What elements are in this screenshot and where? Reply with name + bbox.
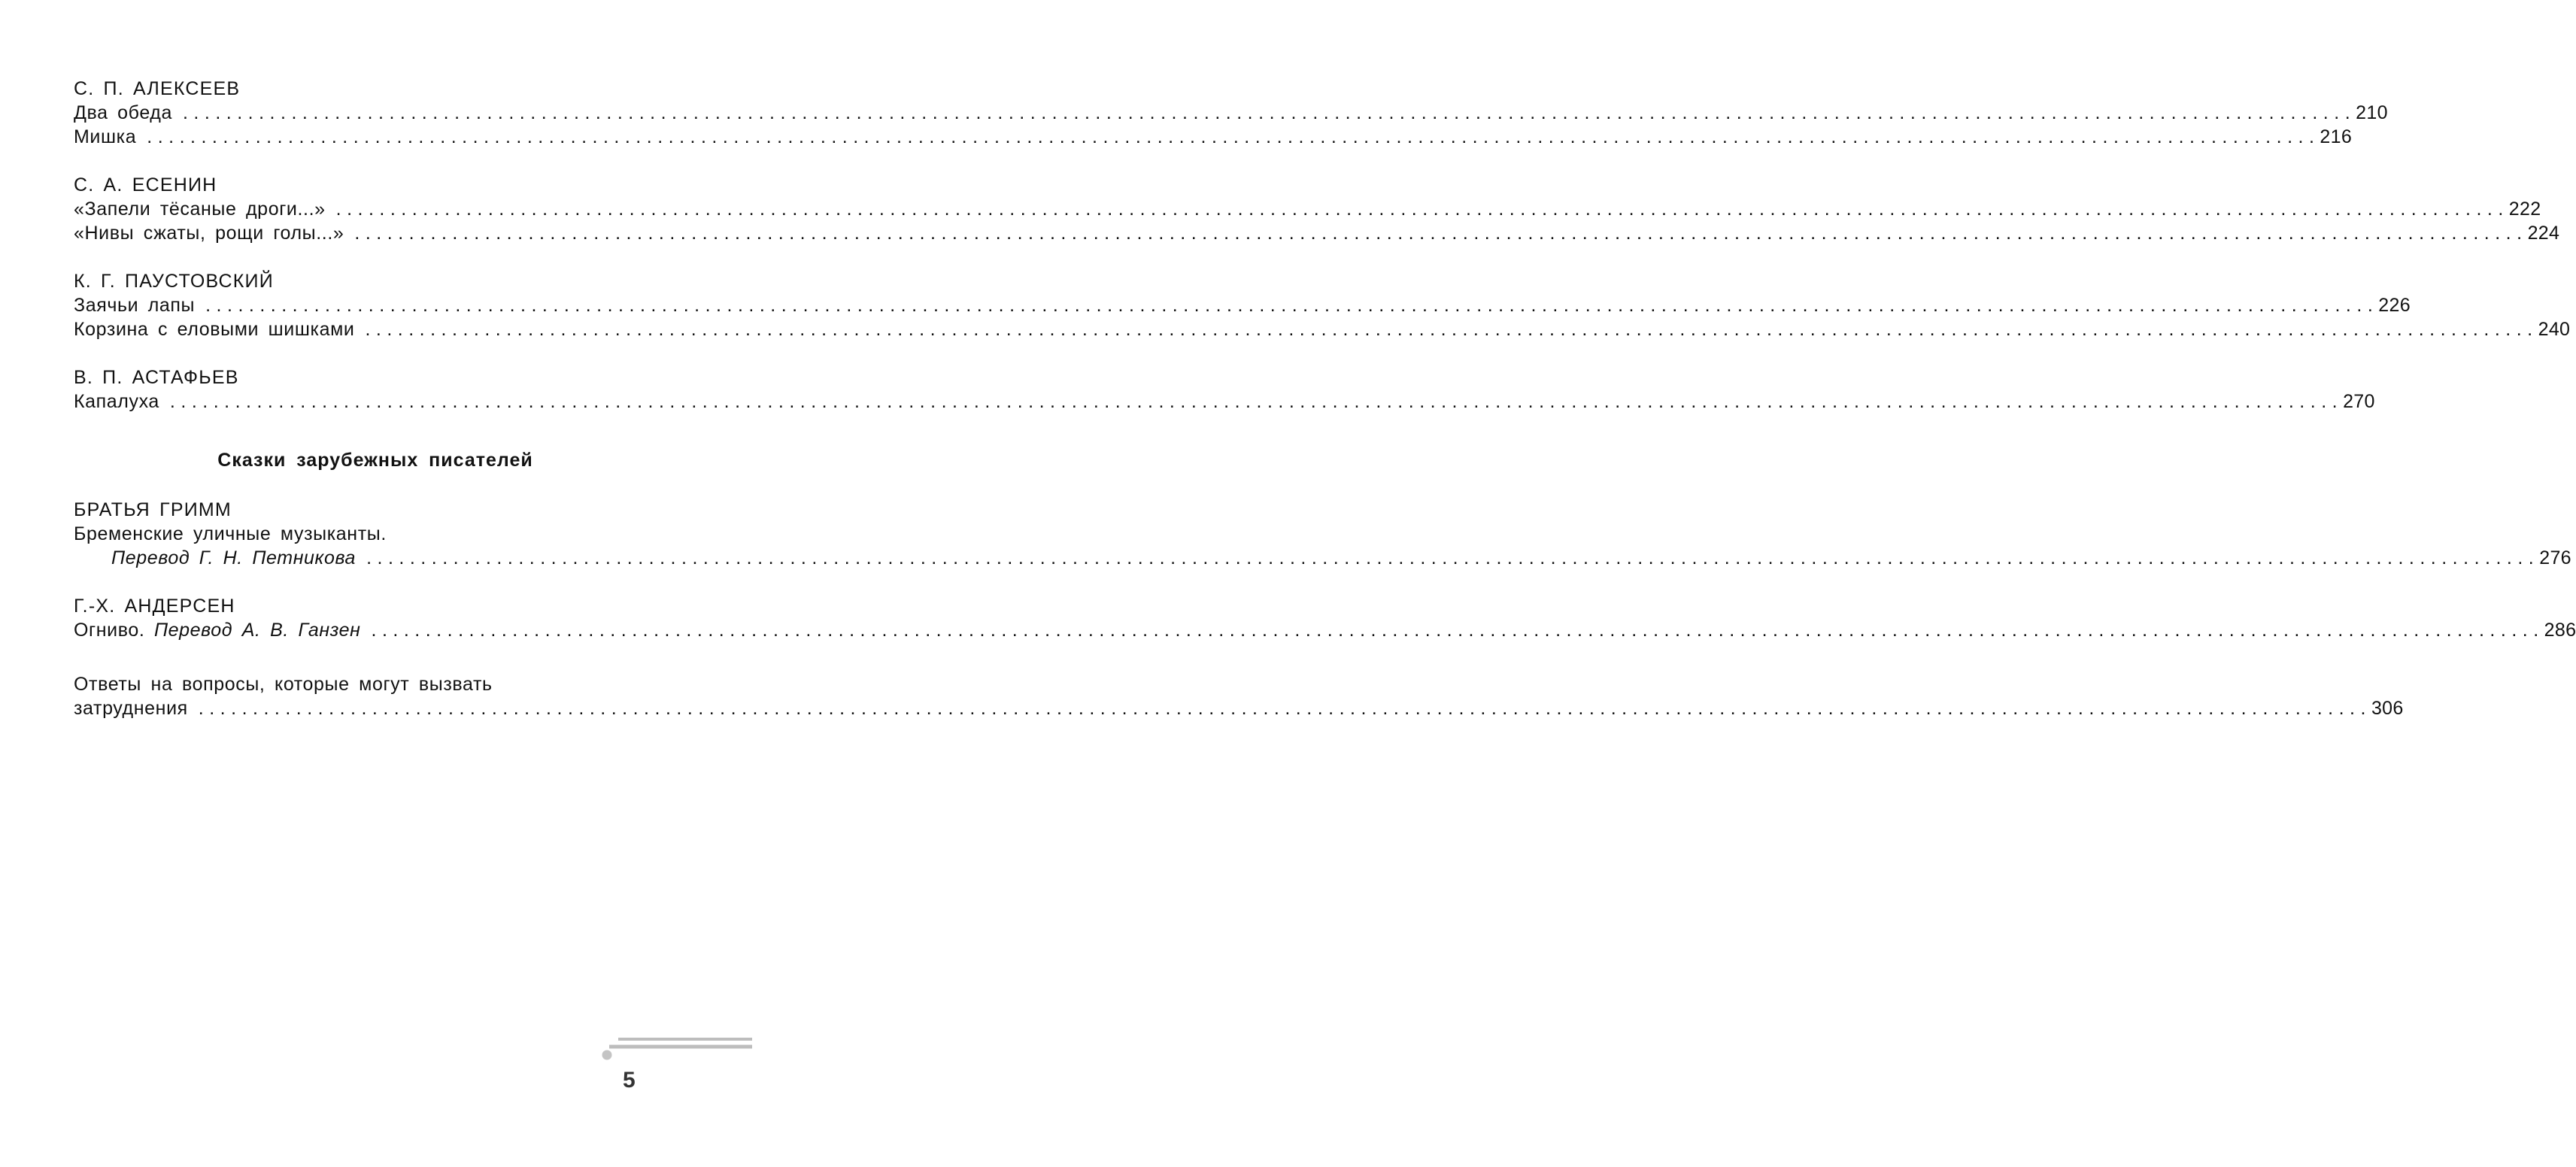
entry-page: 240	[2538, 319, 2571, 340]
toc-entry[interactable]	[74, 696, 2404, 720]
author-heading: Г.-Х. АНДЕРСЕН	[74, 596, 235, 617]
author-heading: БРАТЬЯ ГРИММ	[74, 499, 232, 520]
footer-decoration	[602, 1037, 752, 1061]
translator-credit: Перевод Г. Н. Петникова	[111, 547, 357, 568]
entry-page: 224	[2527, 223, 2560, 244]
toc-entry[interactable]	[74, 197, 2541, 221]
section-heading: Сказки зарубежных писателей	[217, 450, 533, 471]
entry-title	[74, 618, 361, 642]
entry-title: «Запели тёсаные дроги...»	[74, 199, 326, 220]
dot-leader: ........................................................................................................................................................................................................	[147, 126, 2320, 147]
author-heading: В. П. АСТАФЬЕВ	[74, 367, 239, 388]
entry-title: Капалуха	[74, 391, 159, 412]
entry-page: 226	[2378, 295, 2411, 316]
entry-title: Два обеда	[74, 102, 172, 123]
dot-leader: ........................................................................................................................................................................................................	[198, 698, 2371, 719]
author-heading: С. А. ЕСЕНИН	[74, 174, 217, 196]
entry-page: 306	[2371, 698, 2404, 719]
entry-translation	[111, 546, 356, 570]
table-of-contents	[74, 77, 2576, 720]
toc-entry[interactable]	[74, 546, 2571, 570]
toc-entry[interactable]	[74, 125, 2353, 149]
translator-credit: Перевод А. В. Ганзен	[153, 620, 361, 641]
entry-page: 276	[2539, 547, 2571, 568]
entry-title-text: Огниво.	[74, 620, 145, 641]
entry-title: Заячьи лапы	[74, 295, 196, 316]
dot-leader: ........................................................................................................................................................................................................	[371, 620, 2544, 641]
dot-leader: ........................................................................................................................................................................................................	[354, 223, 2528, 244]
dot-leader: ........................................................................................................................................................................................................	[335, 199, 2509, 220]
entry-title: Мишка	[74, 126, 137, 147]
author-heading: К. Г. ПАУСТОВСКИЙ	[74, 271, 274, 292]
entry-page: 216	[2320, 126, 2353, 147]
dot-leader: ........................................................................................................................................................................................................	[366, 547, 2540, 568]
entry-title: «Нивы сжаты, рощи голы...»	[74, 223, 344, 244]
toc-entry[interactable]	[74, 618, 2576, 642]
dot-leader: ........................................................................................................................................................................................................	[182, 102, 2356, 123]
entry-page: 270	[2343, 391, 2375, 412]
entry-title[interactable]: Ответы на вопросы, которые могут вызвать	[74, 674, 493, 695]
dot-leader: ........................................................................................................................................................................................................	[365, 319, 2538, 340]
toc-entry[interactable]	[74, 390, 2375, 414]
page-number: 5	[623, 1068, 636, 1093]
toc-entry[interactable]	[74, 101, 2388, 125]
toc-entry[interactable]	[74, 221, 2560, 245]
author-heading: С. П. АЛЕКСЕЕВ	[74, 78, 241, 99]
dot-leader: ........................................................................................................................................................................................................	[169, 391, 2344, 412]
dot-leader: ........................................................................................................................................................................................................	[205, 295, 2379, 316]
entry-title: Корзина с еловыми шишками	[74, 319, 355, 340]
entry-page: 210	[2356, 102, 2388, 123]
entry-title: затруднения	[74, 698, 188, 719]
entry-title[interactable]: Бременские уличные музыканты.	[74, 523, 387, 544]
entry-page: 222	[2508, 199, 2541, 220]
entry-page: 286	[2544, 620, 2576, 641]
toc-entry[interactable]	[74, 317, 2571, 341]
toc-entry[interactable]	[74, 293, 2411, 317]
